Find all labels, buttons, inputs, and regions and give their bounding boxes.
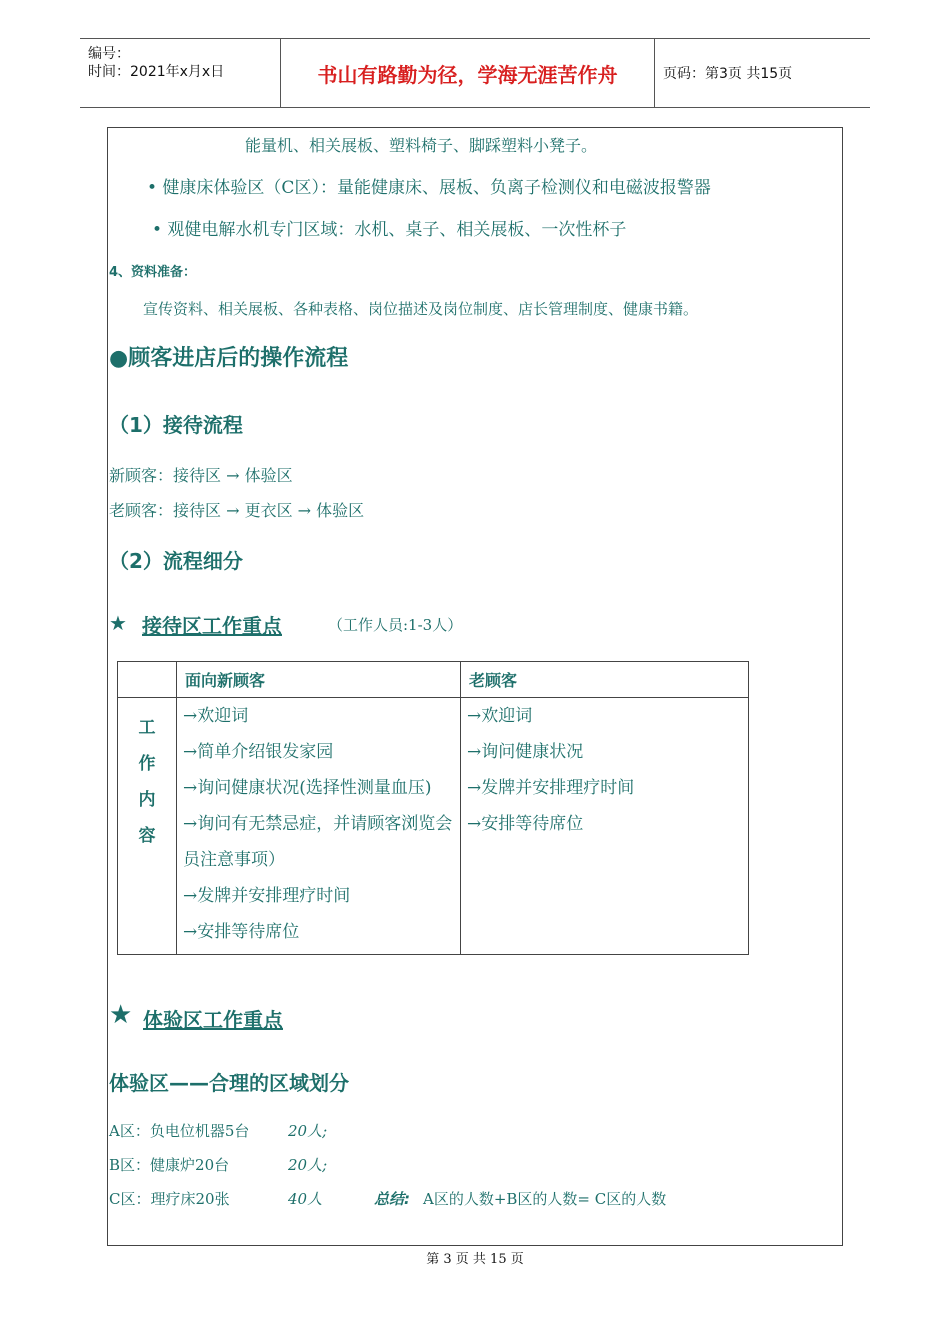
summary-text: A区的人数+B区的人数= C区的人数	[423, 1190, 667, 1208]
list-item: →询问健康状况	[467, 742, 584, 762]
old-customer-flow: 老顾客：接待区 → 更衣区 → 体验区	[109, 501, 365, 520]
side-char: 工	[138, 718, 156, 738]
side-char: 作	[138, 754, 156, 774]
bullet-c-zone: • 健康床体验区（C区）：量能健康床、展板、负离子检测仪和电磁波报警器	[147, 178, 711, 198]
new-customer-flow: 新顾客：接待区 → 体验区	[109, 466, 293, 485]
zone-c-label: C区：理疗床20张	[109, 1190, 230, 1208]
zone-b-label: B区：健康炉20台	[109, 1156, 230, 1174]
old-customer-items	[461, 698, 749, 955]
zone-b-people: 20人;	[288, 1156, 328, 1174]
zone-a-label: A区：负电位机器5台	[109, 1122, 250, 1140]
summary-label: 总结:	[374, 1190, 410, 1208]
reception-focus-staff: （工作人员:1-3人）	[328, 616, 463, 634]
section4-body: 宣传资料、相关展板、各种表格、岗位描述及岗位制度、店长管理制度、健康书籍。	[143, 300, 699, 318]
bullet-water-zone: • 观健电解水机专门区域：水机、桌子、相关展板、一次性杯子	[152, 220, 627, 240]
table-corner	[118, 662, 177, 698]
list-item: →简单介绍银发家园	[183, 742, 334, 762]
side-label	[118, 698, 177, 955]
time-label: 时间：2021年x月x日	[88, 64, 225, 80]
col-new-customer: 面向新顾客	[177, 662, 461, 698]
list-item: →询问健康状况(选择性测量血压)	[183, 778, 432, 798]
page-footer: 第 3 页 共 15 页	[426, 1252, 524, 1267]
side-char: 内	[138, 790, 156, 810]
page-label: 页码：第3页 共15页	[663, 66, 793, 82]
flow-heading: ●顾客进店后的操作流程	[109, 346, 349, 371]
list-item: →安排等待席位	[467, 814, 584, 834]
star-icon: ★	[109, 1000, 133, 1030]
col-old-customer: 老顾客	[461, 662, 749, 698]
exp-division-heading: 体验区——合理的区域划分	[109, 1071, 349, 1095]
list-item: →发牌并安排理疗时间	[183, 886, 351, 906]
list-item: →询问有无禁忌症，并请顾客浏览会员注意事项）	[183, 814, 453, 870]
list-item: →安排等待席位	[183, 922, 300, 942]
exp-focus-title: 体验区工作重点	[143, 1008, 283, 1032]
reception-work-table	[117, 661, 749, 955]
list-item: →欢迎词	[183, 706, 249, 726]
number-label: 编号：	[88, 46, 130, 62]
list-item: →欢迎词	[467, 706, 533, 726]
header-meta	[80, 39, 280, 107]
reception-focus-title: 接待区工作重点	[142, 614, 282, 638]
motto: 书山有路勤为径，学海无涯苦作舟	[280, 39, 655, 107]
new-customer-items	[177, 698, 461, 955]
side-char: 容	[138, 826, 156, 846]
star-icon: ★	[109, 611, 127, 635]
detail-heading: （2）流程细分	[109, 549, 243, 573]
section4-title: 4、资料准备：	[109, 265, 197, 280]
zone-a-people: 20人;	[288, 1122, 328, 1140]
reception-heading: （1）接待流程	[109, 413, 243, 437]
zone-c-people: 40人	[288, 1190, 323, 1208]
equipment-line: 能量机、相关展板、塑料椅子、脚踩塑料小凳子。	[245, 136, 598, 155]
list-item: →发牌并安排理疗时间	[467, 778, 635, 798]
page-header	[80, 38, 870, 108]
